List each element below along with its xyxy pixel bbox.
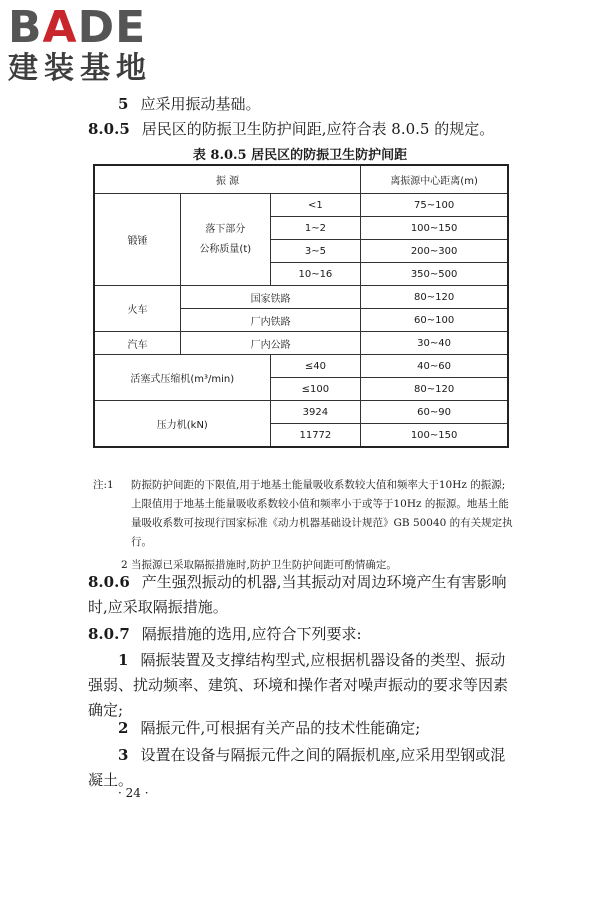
train-distance: 80~120 (361, 286, 508, 309)
car-type: 厂内公路 (181, 332, 361, 355)
item-5 (118, 94, 260, 114)
item-5-num: 5 (118, 95, 129, 113)
vibration-distance-table (93, 164, 509, 448)
page-number: · 24 · (118, 786, 149, 800)
section-8-0-5-text: 居民区的防振卫生防护间距,应符合表 8.0.5 的规定。 (141, 120, 495, 138)
logo-bade: BADE (8, 2, 147, 53)
section-8-0-7-num: 8.0.7 (88, 625, 130, 643)
header-source: 振 源 (94, 165, 361, 194)
forge-mass: 10~16 (270, 263, 361, 286)
car-label: 汽车 (94, 332, 181, 355)
table-row (94, 401, 508, 424)
press-label: 压力机(kN) (94, 401, 270, 448)
forge-label: 锻锤 (94, 194, 181, 286)
requirement-3-text: 设置在设备与隔振元件之间的隔振机座,应采用型钢或混凝土。 (88, 746, 506, 789)
note-1 (93, 476, 513, 552)
requirement-3 (88, 743, 508, 793)
table-row (94, 286, 508, 309)
section-8-0-5 (88, 119, 494, 139)
compressor-capacity: ≤40 (270, 355, 361, 378)
train-label: 火车 (94, 286, 181, 332)
section-8-0-7 (88, 622, 508, 647)
note-1-label: 注:1 (93, 479, 114, 491)
table-header-row (94, 165, 508, 194)
compressor-label: 活塞式压缩机(m³/min) (94, 355, 270, 401)
press-distance: 60~90 (361, 401, 508, 424)
train-distance: 60~100 (361, 309, 508, 332)
requirement-1-text: 隔振装置及支撑结构型式,应根据机器设备的类型、振动强弱、扰动频率、建筑、环境和操作者对噪声振动的要求等因素确定; (88, 651, 509, 719)
table-row (94, 194, 508, 217)
requirement-2-num: 2 (118, 719, 129, 737)
forge-sublabel: 落下部分 公称质量(t) (181, 194, 271, 286)
table-row (94, 355, 508, 378)
forge-mass: 3~5 (270, 240, 361, 263)
forge-distance: 75~100 (361, 194, 508, 217)
compressor-distance: 80~120 (361, 378, 508, 401)
press-distance: 100~150 (361, 424, 508, 448)
table-row (94, 332, 508, 355)
section-8-0-6-text: 产生强烈振动的机器,当其振动对周边环境产生有害影响时,应采取隔振措施。 (88, 573, 507, 616)
forge-distance: 200~300 (361, 240, 508, 263)
train-type: 厂内铁路 (181, 309, 361, 332)
requirement-3-num: 3 (118, 746, 129, 764)
note-1-text: 防振防护间距的下限值,用于地基土能量吸收系数较大值和频率大于10Hz 的振源;上限值用于地基土能量吸收系数较小值和频率小于或等于10Hz 的振源。地基土能量吸收系数可按现行国家标准《动力机器基础设计规范》GB 50040 的有关规定执行。 (131, 479, 513, 548)
press-force: 3924 (270, 401, 361, 424)
forge-distance: 350~500 (361, 263, 508, 286)
logo-subtitle: 建装基地 (8, 51, 152, 86)
compressor-capacity: ≤100 (270, 378, 361, 401)
brand-logo (8, 4, 178, 86)
section-8-0-6-num: 8.0.6 (88, 573, 130, 591)
requirement-1-num: 1 (118, 651, 129, 669)
item-5-text: 应采用振动基础。 (140, 95, 261, 113)
requirement-1 (88, 648, 508, 723)
forge-mass: 1~2 (270, 217, 361, 240)
section-8-0-7-text: 隔振措施的选用,应符合下列要求: (141, 625, 362, 643)
requirement-2 (88, 716, 508, 741)
table-notes (93, 476, 513, 575)
note-2-text: 当振源已采取隔振措施时,防护卫生防护间距可酌情确定。 (131, 559, 397, 571)
press-force: 11772 (270, 424, 361, 448)
section-8-0-6 (88, 570, 508, 620)
requirement-2-text: 隔振元件,可根据有关产品的技术性能确定; (140, 719, 421, 737)
train-type: 国家铁路 (181, 286, 361, 309)
note-2-label: 2 (121, 559, 128, 571)
car-distance: 30~40 (361, 332, 508, 355)
section-8-0-5-num: 8.0.5 (88, 120, 130, 138)
table-caption: 表 8.0.5 居民区的防振卫生防护间距 (192, 148, 408, 163)
forge-distance: 100~150 (361, 217, 508, 240)
header-distance: 离振源中心距离(m) (361, 165, 508, 194)
logo-accent-letter: A (42, 2, 78, 53)
forge-mass: <1 (270, 194, 361, 217)
compressor-distance: 40~60 (361, 355, 508, 378)
